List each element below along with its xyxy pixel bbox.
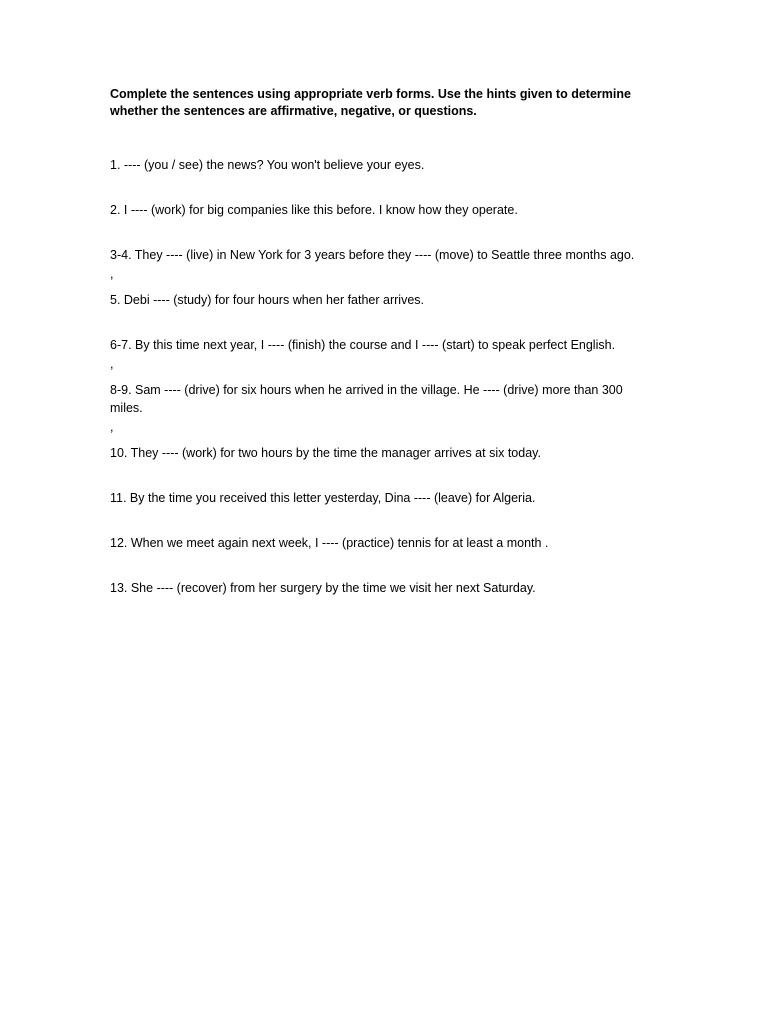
exercise-item-8-9: 8-9. Sam ---- (drive) for six hours when he arrived in the village. He ---- (drive) more than 300 miles. [110, 383, 623, 415]
separator-comma: , [110, 357, 114, 371]
separator-comma: , [110, 267, 114, 281]
exercise-item-11: 11. By the time you received this letter yesterday, Dina ---- (leave) for Algeria. [110, 491, 536, 505]
separator-comma: , [110, 420, 114, 434]
exercise-item-10: 10. They ---- (work) for two hours by the time the manager arrives at six today. [110, 446, 541, 460]
instructions-block [110, 86, 658, 120]
exercise-item-1: 1. ---- (you / see) the news? You won't believe your eyes. [110, 158, 425, 172]
exercise-item-2: 2. I ---- (work) for big companies like this before. I know how they operate. [110, 203, 518, 217]
exercise-item-6-7: 6-7. By this time next year, I ---- (finish) the course and I ---- (start) to speak perfect English. [110, 338, 616, 352]
exercise-item-13: 13. She ---- (recover) from her surgery by the time we visit her next Saturday. [110, 581, 536, 595]
exercise-item-3-4: 3-4. They ---- (live) in New York for 3 years before they ---- (move) to Seattle three months ago. [110, 248, 635, 262]
instructions-text: Complete the sentences using appropriate verb forms. Use the hints given to determine whether the sentences are affirmative, negative, or questions. [110, 87, 631, 118]
exercise-item-12: 12. When we meet again next week, I ---- (practice) tennis for at least a month . [110, 536, 549, 550]
exercise-item-5: 5. Debi ---- (study) for four hours when her father arrives. [110, 293, 425, 307]
